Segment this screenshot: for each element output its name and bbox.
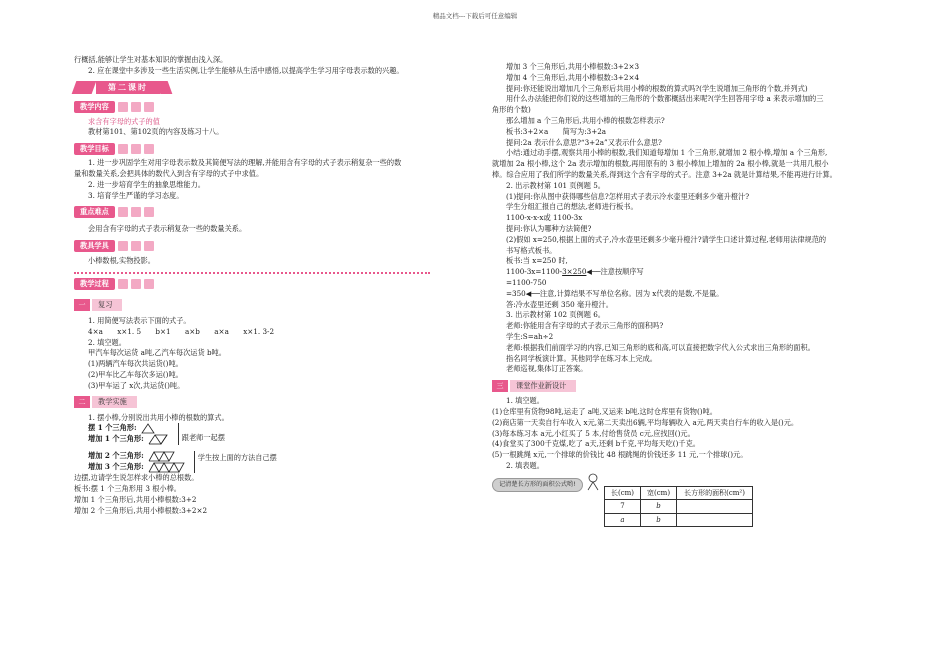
homework-line: (1)仓库里有货物98吨,运走了 a吨,又运来 b吨,这时仓库里有货物()吨。 bbox=[492, 406, 717, 416]
text-line: 角形的个数) bbox=[492, 105, 531, 115]
triangles-4-icon bbox=[148, 462, 190, 473]
table-header-length: 长(cm) bbox=[605, 486, 641, 500]
calc-line-1: 1100-3x=1100-3×250◀──注意按顺序写 bbox=[506, 267, 644, 277]
content-topic: 求含有字母的式子的值 bbox=[88, 116, 160, 126]
section-process-label: 教学过程 bbox=[74, 278, 430, 291]
step2-line: 增加 1 个三角形后,共用小棒根数:3+2 bbox=[74, 494, 197, 504]
section-tools-label: 教具学具 bbox=[74, 239, 430, 252]
step2-line: 板书:摆 1 个三角形用 3 根小棒。 bbox=[74, 484, 181, 494]
text-line: 学生:S=ah÷2 bbox=[506, 331, 554, 341]
text-line: 板书:3+2×a 简写为:3+2a bbox=[506, 126, 607, 136]
table-header-area: 长方形的面积(cm²) bbox=[677, 486, 753, 500]
table-header-row bbox=[605, 486, 753, 500]
table-header-width: 宽(cm) bbox=[641, 486, 677, 500]
tip-badge: 记清楚长方形的面积公式哟! bbox=[492, 478, 583, 491]
step2-line: 1. 摆小棒,分别说出共用小棒的根数的算式。 bbox=[88, 412, 229, 422]
triangle-group-2 bbox=[74, 451, 430, 473]
step3-label: 三 课堂作业新设计 bbox=[492, 379, 864, 392]
section-key-label: 重点难点 bbox=[74, 205, 430, 218]
triangles-2-icon bbox=[148, 434, 174, 445]
banner-left-decor bbox=[72, 81, 97, 94]
students-note: 学生按上面的方法自己摆 bbox=[194, 451, 277, 473]
rectangle-area-table bbox=[604, 486, 753, 528]
text-line: 提问:你认为哪种方法简便? bbox=[506, 223, 592, 233]
homework-line: 1. 填空题。 bbox=[506, 396, 544, 406]
text-line: 增加 4 个三角形后,共用小棒根数:3+2×4 bbox=[506, 72, 640, 82]
text-line: 老师巡视,集体订正答案。 bbox=[506, 364, 588, 374]
lesson-title: 第二课时 bbox=[96, 81, 160, 94]
dotted-divider bbox=[74, 272, 430, 274]
text-line: 老师:根据我们前面学习的内容,已知三角形的底和高,可以直接把数字代入公式求出三角形的面积。 bbox=[506, 342, 815, 352]
text-line: 小结:通过动手摆,观察共用小棒的根数,我们知道每增加 1 个三角形,就增加 2 根小棒,增加 a 个三角形, bbox=[506, 148, 828, 158]
triangles-3-icon bbox=[148, 451, 180, 462]
goal-line: 量和数量关系,会把具体的数代入到含有字母的式子中求值。 bbox=[74, 168, 264, 178]
step1-line: 4×a x×1. 5 b×1 a×b a×a x×1. 3-2 bbox=[88, 326, 275, 336]
text-line: (1)提问:你从图中获得哪些信息?怎样用式子表示冷水壶里还剩多少毫升橙汁? bbox=[506, 191, 750, 201]
text-line: 板书:当 x=250 时, bbox=[506, 256, 568, 266]
content-text: 教材第101、第102页的内容及练习十八。 bbox=[88, 127, 224, 137]
homework-lines bbox=[492, 396, 864, 472]
step1-label: 一 复习 bbox=[74, 299, 430, 312]
table-row: a b bbox=[605, 513, 753, 527]
text-line: 就增加 2a 根小棒,这个 2a 表示增加的根数,再用原有的 3 根小棒加上增加的 2a 根小棒,就是一共用几根小 bbox=[492, 159, 829, 169]
step2-label: 二 教学实施 bbox=[74, 396, 430, 409]
tri-label-4: 增加 3 个三角形: bbox=[88, 462, 144, 472]
text-line: =1100-750 bbox=[506, 277, 547, 287]
goal-line: 1. 进一步巩固学生对用字母表示数及其简便写法的理解,并能用含有字母的式子表示稍复杂一些的数 bbox=[88, 158, 402, 168]
step2-line: 边摆,边请学生说怎样求小棒的总根数。 bbox=[74, 473, 199, 483]
text-line: 增加 3 个三角形后,共用小棒根数:3+2×3 bbox=[506, 62, 640, 71]
step1-line: 2. 填空题。 bbox=[88, 337, 126, 347]
right-lines-a bbox=[492, 62, 864, 267]
text-line: 提问:你还能说出增加几个三角形后共用小棒的根数的算式吗?(学生说增加三角形的个数,并列式) bbox=[506, 83, 808, 93]
right-lines-b bbox=[492, 278, 864, 375]
homework-line: (3)每本练习本 a元,小红买了 5 本,付给售货员 c元,应找回()元。 bbox=[492, 428, 695, 438]
text-line: 提问:2a 表示什么意思?“3+2a”又表示什么意思? bbox=[506, 137, 662, 147]
text-line: 学生分组汇报自己的想法,老师进行板书。 bbox=[506, 202, 638, 212]
step1-line: 1. 用简便写法表示下面的式子。 bbox=[88, 315, 191, 325]
text-line: =350◀──注意,计算结果不写单位名称。因为 x代表的是数,不是量。 bbox=[506, 288, 724, 298]
text-line: 那么增加 a 个三角形后,共用小棒的根数怎样表示? bbox=[506, 115, 665, 125]
goal-line: 3. 培育学生严谨的学习态度。 bbox=[88, 190, 184, 200]
text-line: 用什么办法能把你们说的这些增加的三角形的个数都概括出来呢?(学生回答用字母 a 来表示增加的三 bbox=[506, 94, 824, 104]
tri-label-2: 增加 1 个三角形: bbox=[88, 434, 144, 444]
text-line: 3. 出示教材第 102 页例题 6。 bbox=[506, 310, 605, 320]
triangle-icon bbox=[141, 423, 155, 434]
header-note: 精品文档---下载后可任意编辑 bbox=[432, 12, 518, 20]
key-text: 会用含有字母的式子表示稍复杂一些的数量关系。 bbox=[88, 224, 247, 234]
step1-line: (1)两辆汽车每次共运货()吨。 bbox=[88, 359, 183, 369]
step1-line: (3)甲车运了 x次,共运货()吨。 bbox=[88, 380, 185, 390]
section-content-label: 教学内容 bbox=[74, 101, 430, 114]
lesson-banner bbox=[74, 80, 430, 95]
right-column bbox=[492, 62, 864, 527]
triangle-group-1 bbox=[74, 423, 430, 445]
homework-line: (2)商店第一天卖自行车收入 x元,第二天卖出6辆,平均每辆收入 a元,两天卖自行车的收入是()元。 bbox=[492, 417, 799, 427]
text-line: 书写格式板书。 bbox=[506, 245, 557, 255]
intro-line-1: 行概括,能够让学生对基本知识的掌握由浅入深。 bbox=[74, 55, 228, 64]
step1-line: 甲汽车每次运货 a吨,乙汽车每次运货 b吨。 bbox=[88, 348, 226, 358]
table-row: 7 b bbox=[605, 500, 753, 514]
step1-line: (2)甲车比乙车每次多运()吨。 bbox=[88, 369, 183, 379]
intro-line-2: 2. 应在课堂中多涉及一些生活实例,让学生能够从生活中感悟,以提高学生学习用字母表示数的兴趣。 bbox=[88, 65, 404, 75]
tri-label-3: 增加 2 个三角形: bbox=[88, 451, 144, 461]
follow-teacher-note: 跟老师一起摆 bbox=[178, 423, 225, 445]
section-goals-label: 教学目标 bbox=[74, 142, 430, 155]
text-line: 答:冷水壶里还剩 350 毫升橙汁。 bbox=[506, 299, 613, 309]
text-line: (2)假如 x=250,根据上面的式子,冷水壶里还剩多少毫升橙汁?请学生口述计算过程,老师用法律规范的 bbox=[506, 234, 827, 244]
text-line: 棒。综合应用了我们所学的数量关系,得到这个含有字母的式子。注意 3+2a 就是计算结果,不能再进行计算。 bbox=[492, 169, 837, 179]
homework-line: (4)食堂买了300千克煤,吃了 a天,还剩 b千克,平均每天吃()千克。 bbox=[492, 439, 700, 449]
text-line: 指名同学板演计算。其他同学在练习本上完成。 bbox=[506, 353, 657, 363]
tools-text: 小棒数根,实物投影。 bbox=[88, 256, 155, 266]
homework-line: (5)一根跳绳 x元,一个排球的价钱比 48 根跳绳的价钱还多 11 元,一个排球()元。 bbox=[492, 450, 748, 460]
left-column bbox=[74, 55, 430, 517]
step2-line: 增加 2 个三角形后,共用小棒根数:3+2×2 bbox=[74, 505, 208, 515]
text-line: 1100-x-x-x或 1100-3x bbox=[506, 213, 583, 223]
text-line: 2. 出示教材第 101 页例题 5。 bbox=[506, 180, 605, 190]
goal-line: 2. 进一步培育学生的抽象思维能力。 bbox=[88, 179, 205, 189]
tri-label-1: 摆 1 个三角形: bbox=[88, 423, 137, 433]
cartoon-icon bbox=[585, 472, 601, 492]
homework-line: 2. 填表题。 bbox=[506, 460, 544, 470]
text-line: 老师:你能用含有字母的式子表示三角形的面积吗? bbox=[506, 321, 664, 331]
